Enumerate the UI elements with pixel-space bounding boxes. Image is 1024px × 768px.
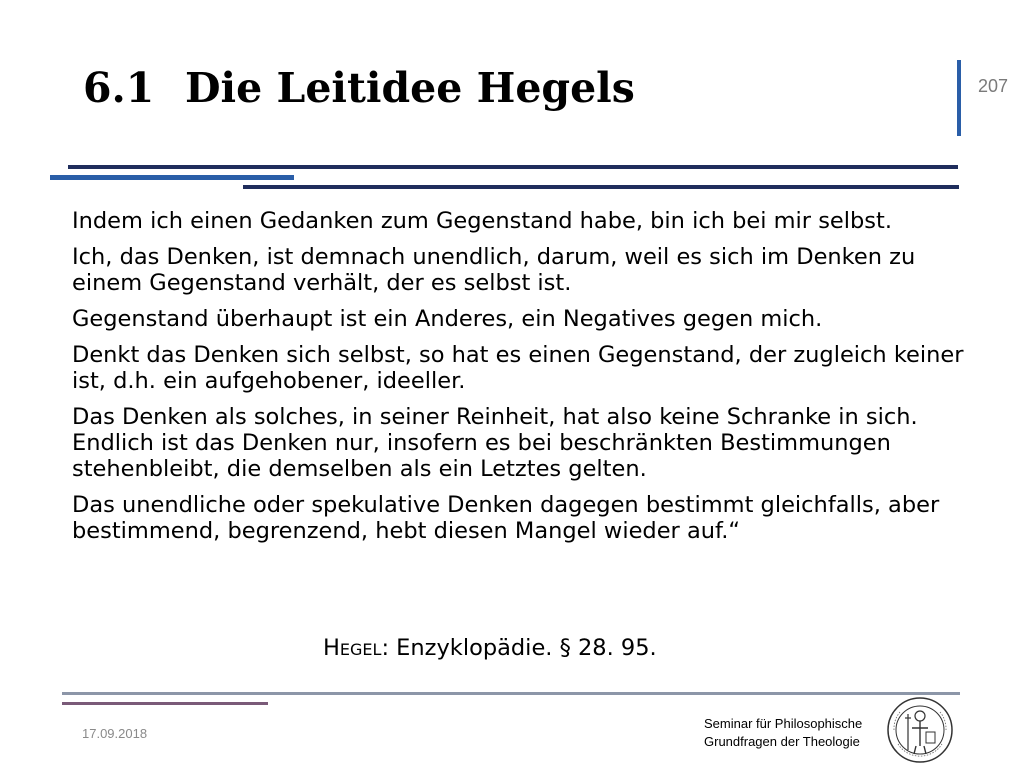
quote-paragraph: Ich, das Denken, ist demnach unendlich, darum, weil es sich im Denken zu einem Gegenstand verhält, der es selbst ist.: [72, 244, 916, 296]
citation-source: : Enzyklopädie. § 28. 95.: [381, 635, 657, 661]
footer-rule-slate: [62, 692, 960, 695]
footer-rule-mauve: [62, 702, 268, 705]
title-text: Die Leitidee Hegels: [185, 64, 635, 112]
institution-line-1: Seminar für Philosophische: [704, 716, 863, 731]
footer-institution: [704, 715, 862, 751]
footer-date: 17.09.2018: [82, 726, 148, 741]
quote-paragraph: Das unendliche oder spekulative Denken dagegen bestimmt gleichfalls, aber bestimmend, begrenzend, hebt diesen Mangel wieder auf.“: [72, 492, 940, 544]
header-rule-blue-left: [50, 175, 294, 180]
title-divider: [957, 60, 961, 136]
quote-paragraph: Das Denken als solches, in seiner Reinheit, hat also keine Schranke in sich. Endlich ist das Denken nur, insofern es bei beschränkten Bestimmungen stehenbleibt, die demselben als ein Letztes gelten.: [72, 404, 918, 482]
quote-body: [72, 208, 972, 554]
citation-author: Hegel: [323, 635, 382, 661]
quote-paragraph: Gegenstand überhaupt ist ein Anderes, ein Negatives gegen mich.: [72, 306, 823, 332]
university-seal-icon: [886, 696, 954, 764]
section-number: 6.1: [83, 64, 155, 112]
header-rule-navy-top: [68, 165, 958, 169]
header-rule-navy-bottom: [243, 185, 959, 189]
quote-paragraph: Indem ich einen Gedanken zum Gegenstand habe, bin ich bei mir selbst.: [72, 208, 893, 234]
page-number: 207: [978, 76, 1009, 96]
quote-paragraph: Denkt das Denken sich selbst, so hat es einen Gegenstand, der zugleich keiner ist, d.h. ein aufgehobener, ideeller.: [72, 342, 964, 394]
slide-title: [83, 64, 635, 112]
quote-citation: [323, 634, 657, 662]
institution-line-2: Grundfragen der Theologie: [704, 734, 860, 749]
